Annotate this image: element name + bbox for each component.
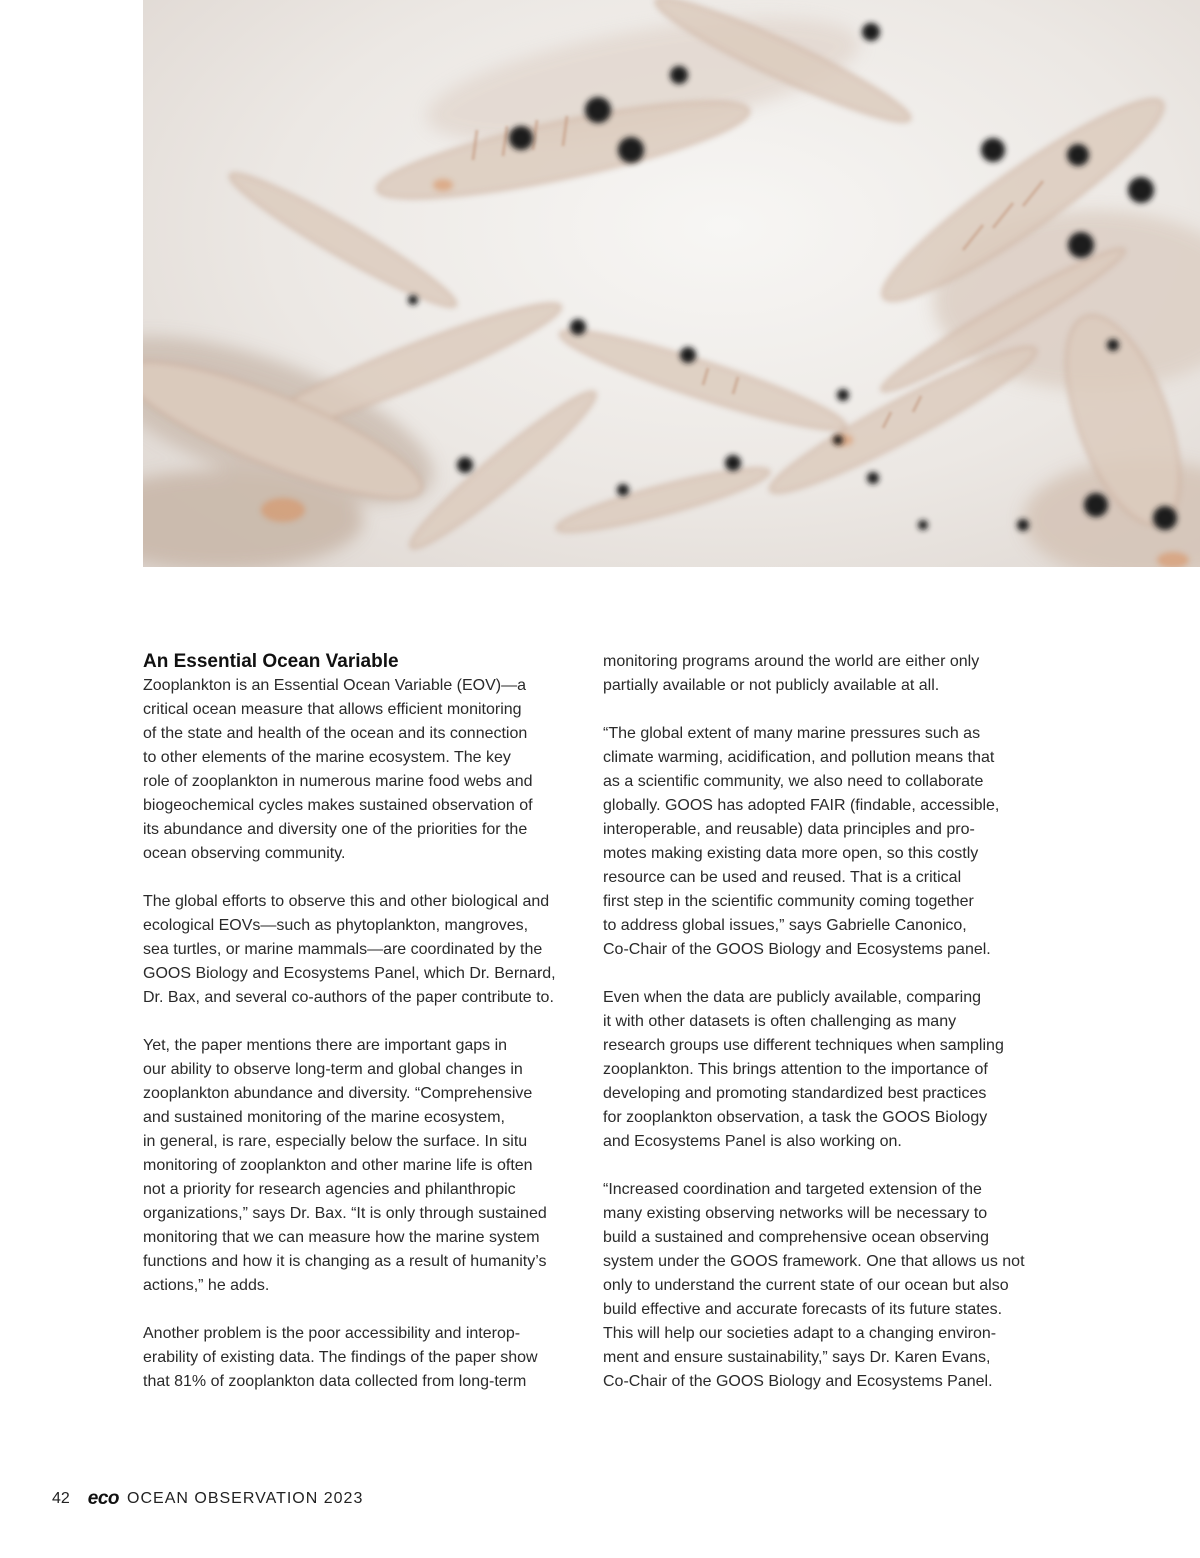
paragraph: “The global extent of many marine pressures such as climate warming, acidification, and pollution means that as a scientific community, we also need to collaborate globally. GOOS has adopted FAIR (findable, accessible, interoperable, and reusable) data principles and pro- motes making existing data more open, so this costly resource can be used and reused. That is a critical first step in the scientific community coming together to address global issues,” says Gabrielle Canonico, Co-Chair of the GOOS Biology and Ecosystems panel. <box>603 725 1000 958</box>
paragraph: monitoring programs around the world are either only partially available or not publicly available at all. <box>603 653 980 694</box>
article-column-right <box>603 650 1043 1394</box>
krill-illustration <box>143 0 1200 567</box>
page-number: 42 <box>52 1490 70 1507</box>
publication-title: OCEAN OBSERVATION 2023 <box>127 1490 364 1507</box>
paragraph: Even when the data are publicly available, comparing it with other datasets is often challenging as many research groups use different techniques when sampling zooplankton. This brings attention to the importance of developing and promoting standardized best practices for zooplankton observation, a task the GOOS Biology and Ecosystems Panel is also working on. <box>603 989 1004 1150</box>
article-column-left <box>143 650 583 1394</box>
eco-logo: eco <box>87 1488 120 1509</box>
section-heading: An Essential Ocean Variable <box>143 651 399 672</box>
paragraph: Yet, the paper mentions there are important gaps in our ability to observe long-term and global changes in zooplankton abundance and diversity. “Comprehensive and sustained monitoring of the marine ecosystem, in general, is rare, especially below the surface. In situ monitoring of zooplankton and other marine life is often not a priority for research agencies and philanthropic organizations,” says Dr. Bax. “It is only through sustained monitoring that we can measure how the marine system functions and how it is changing as a result of humanity’s actions,” he adds. <box>143 1037 547 1294</box>
paragraph: “Increased coordination and targeted extension of the many existing observing networks will be necessary to build a sustained and comprehensive ocean observing system under the GOOS framework. One that allows us not only to understand the current state of our ocean but also build effective and accurate forecasts of its future states. This will help our societies adapt to a changing environ- ment and ensure sustainability,” says Dr. Karen Evans, Co-Chair of the GOOS Biology and Ecosystems Panel. <box>603 1181 1025 1390</box>
paragraph: Another problem is the poor accessibility and interop- erability of existing data. The findings of the paper show that 81% of zooplankton data collected from long-term <box>143 1325 538 1390</box>
paragraph: The global efforts to observe this and other biological and ecological EOVs—such as phytoplankton, mangroves, sea turtles, or marine mammals—are coordinated by the GOOS Biology and Ecosystems Panel, which Dr. Bernard, Dr. Bax, and several co-authors of the paper contribute to. <box>143 893 556 1006</box>
zooplankton-photo <box>143 0 1200 567</box>
paragraph: Zooplankton is an Essential Ocean Variable (EOV)—a critical ocean measure that allows efficient monitoring of the state and health of the ocean and its connection to other elements of the marine ecosystem. The key role of zooplankton in numerous marine food webs and biogeochemical cycles makes sustained observation of its abundance and diversity one of the priorities for the ocean observing community. <box>143 677 533 862</box>
page-footer <box>52 1488 363 1510</box>
